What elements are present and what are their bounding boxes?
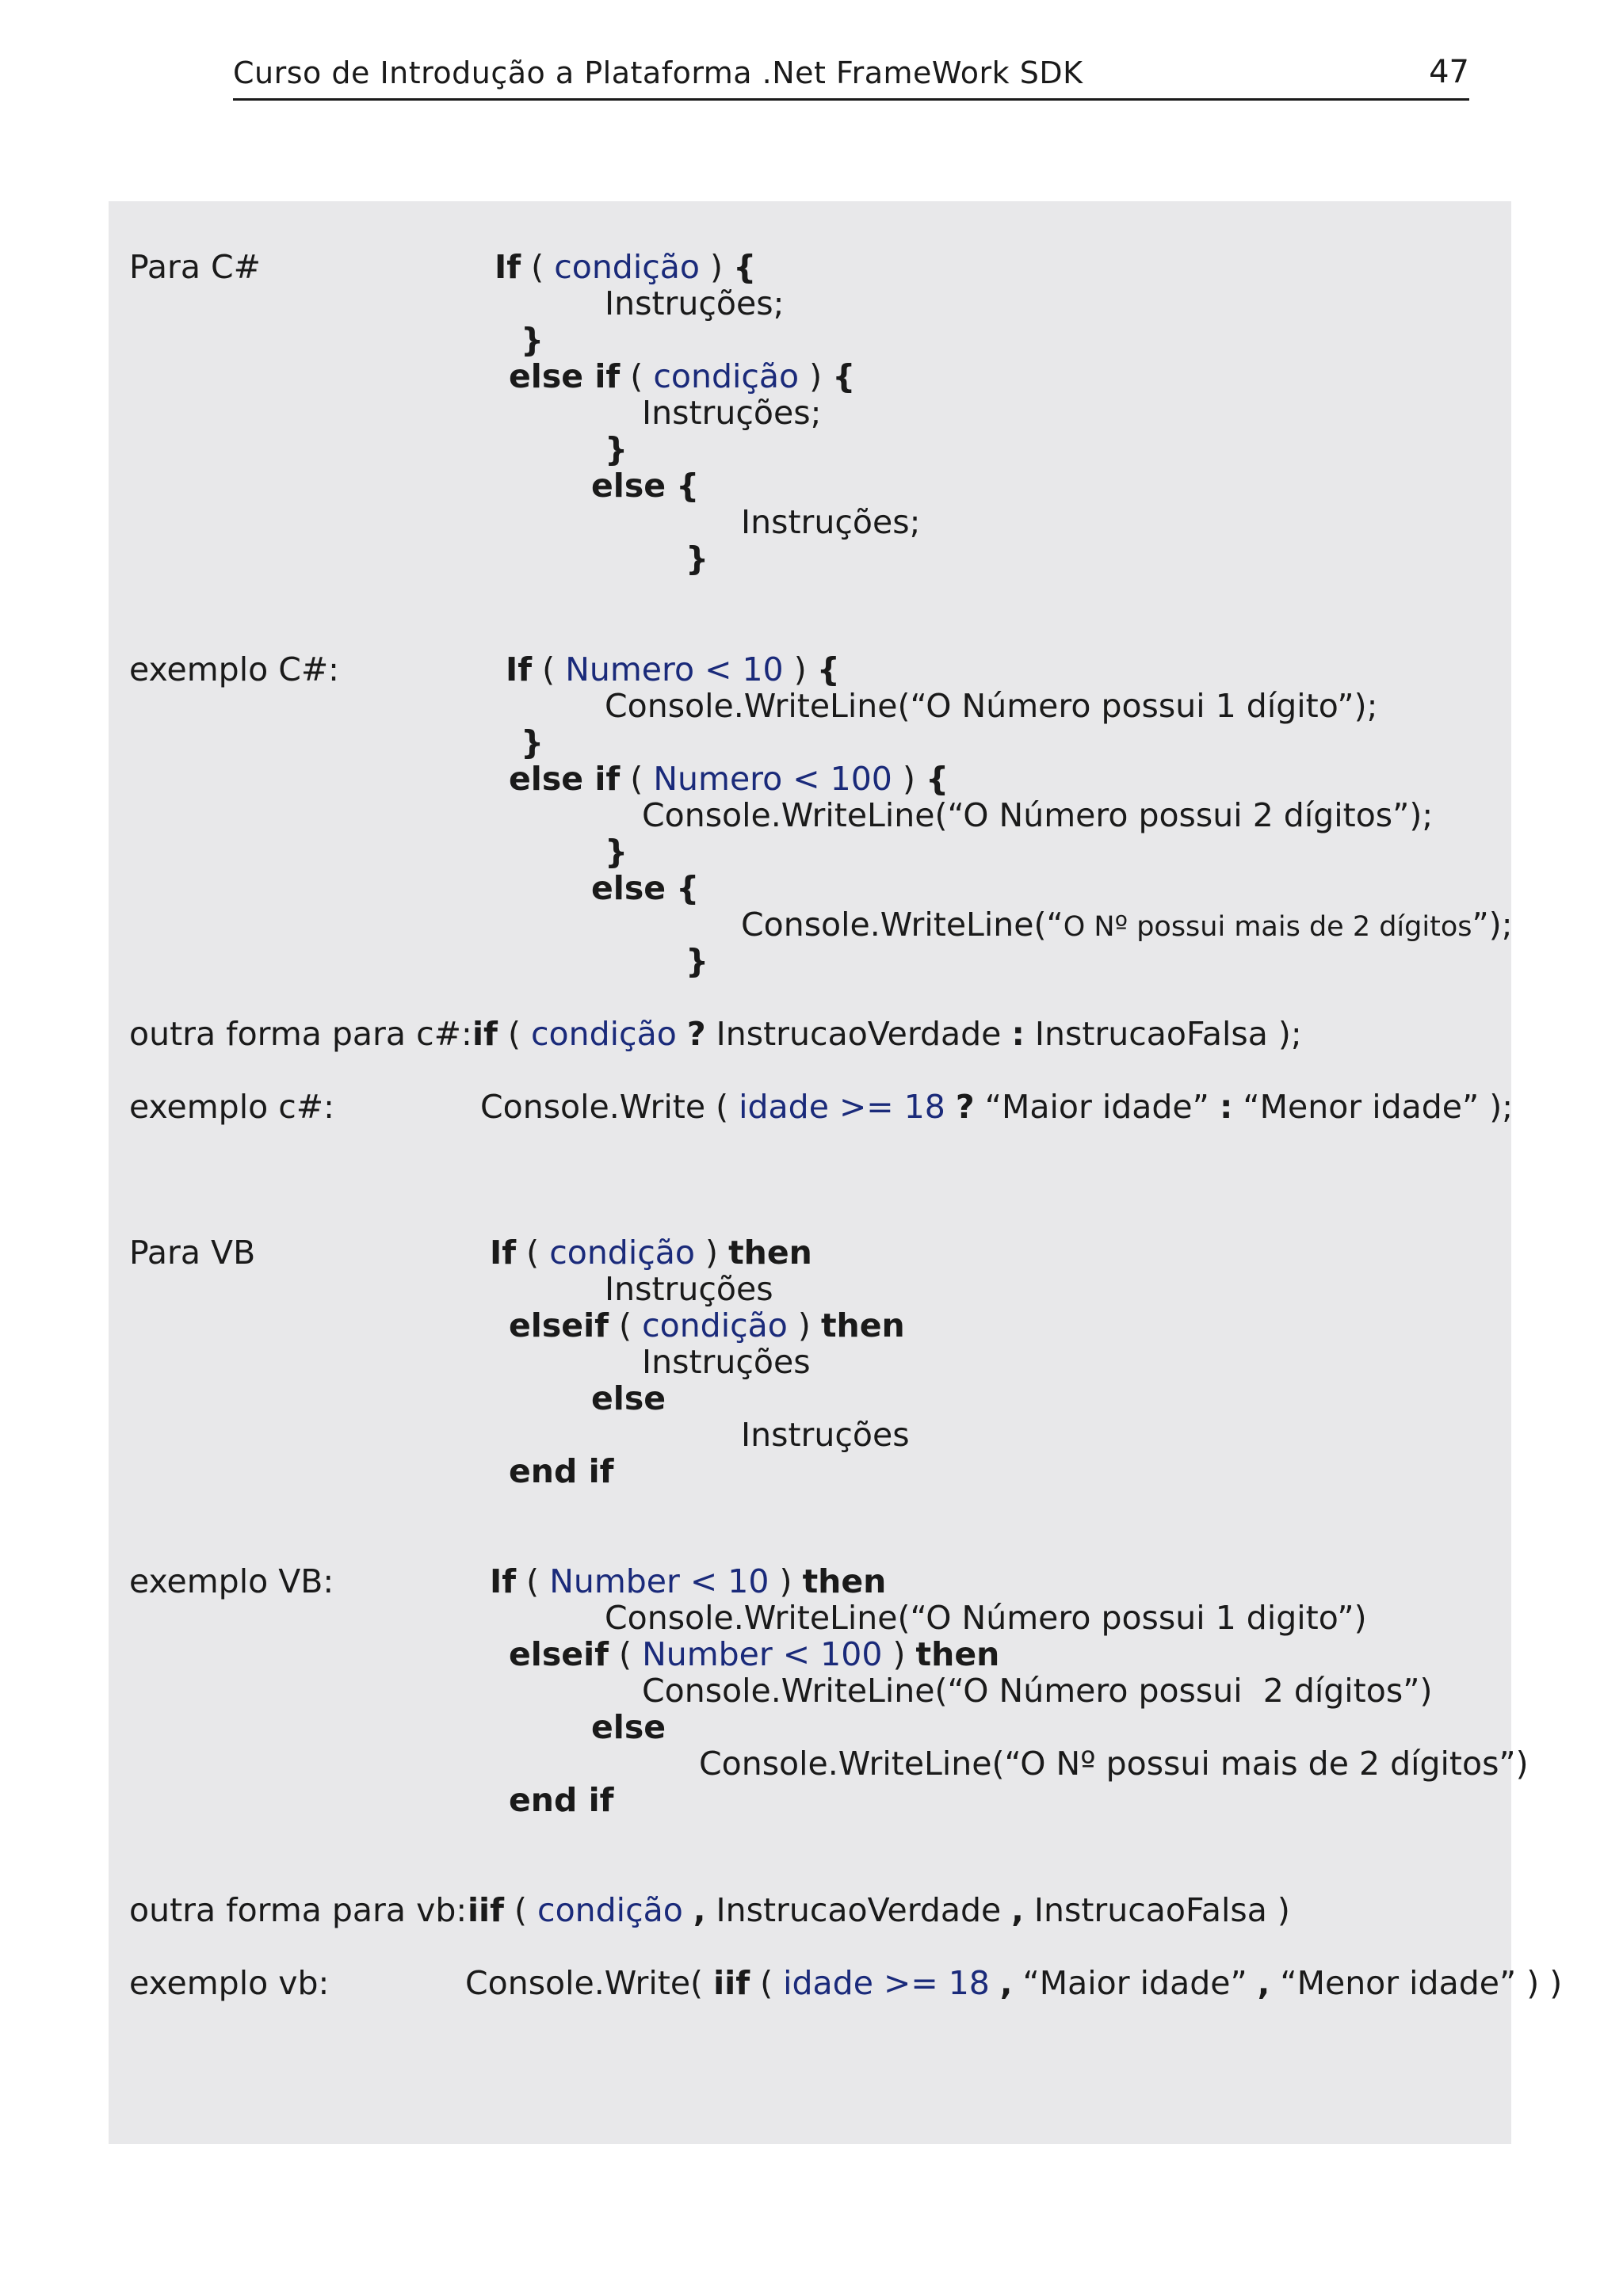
vb-alt-line: iif ( condição , InstrucaoVerdade , InstrucaoFalsa ) <box>468 1891 1290 1929</box>
csharp-syntax-line-5: Instruções; <box>642 394 822 432</box>
vb-example-line-4: Console.WriteLine(“O Número possui 2 dígitos”) <box>642 1672 1433 1710</box>
csharp-syntax-line-3: } <box>521 321 544 359</box>
vb-alt-example-label: exemplo vb: <box>129 1964 330 2002</box>
vb-example-line-5: else <box>591 1708 666 1746</box>
header-title: Curso de Introdução a Plataforma .Net FrameWork SDK <box>233 55 1083 90</box>
vb-example-line-7: end if <box>509 1781 614 1819</box>
vb-example-label: exemplo VB: <box>129 1562 334 1600</box>
page-header <box>233 52 1469 101</box>
csharp-example-line-8: Console.WriteLine(“O Nº possui mais de 2 dígitos”); <box>741 906 1513 944</box>
vb-example-line-3: elseif ( Number < 100 ) then <box>509 1635 1000 1673</box>
csharp-syntax-line-4: else if ( condição ) { <box>509 357 856 395</box>
csharp-syntax-line-2: Instruções; <box>605 284 785 322</box>
page-number: 47 <box>1429 54 1469 90</box>
vb-syntax-label: Para VB <box>129 1234 256 1272</box>
csharp-alt-line: if ( condição ? InstrucaoVerdade : InstrucaoFalsa ); <box>472 1015 1302 1053</box>
csharp-example-line-3: } <box>521 723 544 761</box>
csharp-syntax-label: Para C# <box>129 248 262 286</box>
vb-alt-label: outra forma para vb: <box>129 1891 468 1929</box>
csharp-syntax-line-8: Instruções; <box>741 503 921 541</box>
vb-syntax-line-1: If ( condição ) then <box>490 1234 812 1272</box>
vb-syntax-line-2: Instruções <box>605 1270 773 1308</box>
csharp-alt-example-label: exemplo c#: <box>129 1088 334 1126</box>
csharp-syntax-line-1: If ( condição ) { <box>495 248 757 286</box>
csharp-syntax-line-6: } <box>605 430 628 468</box>
vb-syntax-line-6: Instruções <box>741 1416 910 1454</box>
csharp-example-label: exemplo C#: <box>129 650 339 688</box>
csharp-example-line-1: If ( Numero < 10 ) { <box>506 650 840 688</box>
csharp-alt-label: outra forma para c#: <box>129 1015 472 1053</box>
csharp-example-line-6: } <box>605 833 628 871</box>
vb-alt-example-line: Console.Write( iif ( idade >= 18 , “Maior idade” , “Menor idade” ) ) <box>465 1964 1563 2002</box>
csharp-example-line-2: Console.WriteLine(“O Número possui 1 dígito”); <box>605 687 1378 725</box>
vb-example-line-1: If ( Number < 10 ) then <box>490 1562 887 1600</box>
vb-syntax-line-5: else <box>591 1379 666 1417</box>
csharp-example-line-7: else { <box>591 869 700 907</box>
csharp-example-line-5: Console.WriteLine(“O Número possui 2 dígitos”); <box>642 796 1434 834</box>
csharp-example-line-4: else if ( Numero < 100 ) { <box>509 760 949 798</box>
vb-syntax-line-3: elseif ( condição ) then <box>509 1306 905 1344</box>
vb-syntax-line-4: Instruções <box>642 1343 811 1381</box>
vb-syntax-line-7: end if <box>509 1452 614 1490</box>
csharp-syntax-line-7: else { <box>591 467 700 505</box>
code-panel <box>109 201 1514 2144</box>
csharp-example-line-9: } <box>685 942 709 980</box>
vb-example-line-2: Console.WriteLine(“O Número possui 1 digito”) <box>605 1599 1367 1637</box>
csharp-syntax-line-9: } <box>685 540 709 578</box>
csharp-alt-example-line: Console.Write ( idade >= 18 ? “Maior idade” : “Menor idade” ); <box>480 1088 1514 1126</box>
vb-example-line-6: Console.WriteLine(“O Nº possui mais de 2 dígitos”) <box>699 1745 1529 1783</box>
